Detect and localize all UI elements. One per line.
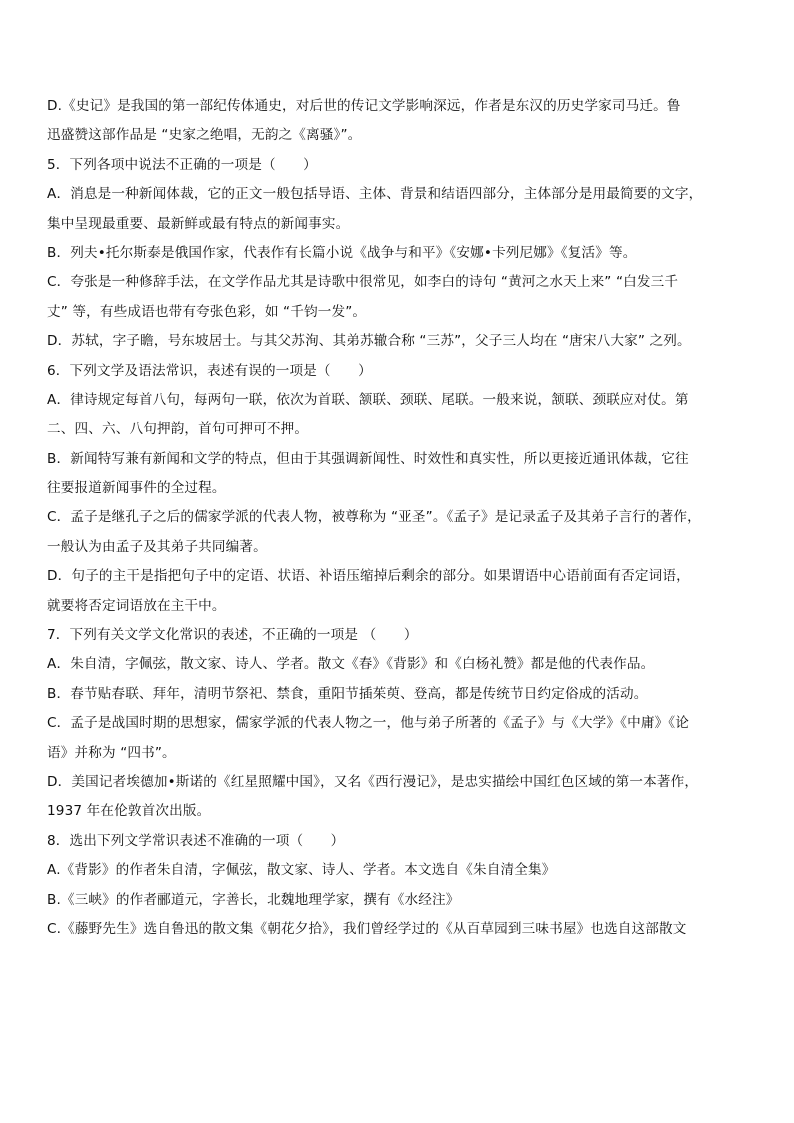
document-body xyxy=(47,92,752,944)
question-5-option-a: A．消息是一种新闻体裁，它的正文一般包括导语、主体、背景和结语四部分，主体部分是用最简要的文字， xyxy=(47,186,703,203)
text-line: 迅盛赞这部作品是 “史家之绝唱，无韵之《离骚》”。 xyxy=(47,127,362,144)
question-8-option-b: B.《三峡》的作者郦道元，字善长，北魏地理学家，撰有《水经注》 xyxy=(47,891,460,908)
question-6-option-d: D．句子的主干是指把句子中的定语、状语、补语压缩掉后剩余的部分。如果谓语中心语前面有否定词语， xyxy=(47,568,690,585)
question-7-option-d: D．美国记者埃德加•斯诺的《红星照耀中国》，又名《西行漫记》，是忠实描绘中国红色区域的第一本著作， xyxy=(47,773,699,790)
question-6-option-b: B．新闻特写兼有新闻和文学的特点，但由于其强调新闻性、时效性和真实性，所以更接近通讯体裁，它往 xyxy=(47,450,689,467)
question-6-option-c: C．孟子是继孔子之后的儒家学派的代表人物，被尊称为 “亚圣”。《孟子》是记录孟子及其弟子言行的著作， xyxy=(47,509,701,526)
text-line: 就要将否定词语放在主干中。 xyxy=(47,597,226,614)
question-6-option-a: A．律诗规定每首八句，每两句一联，依次为首联、颔联、颈联、尾联。一般来说，颔联、颈联应对仗。第 xyxy=(47,391,689,408)
question-8-option-a: A.《背影》的作者朱自清，字佩弦，散文家、诗人、学者。本文选自《朱自清全集》 xyxy=(47,862,556,879)
text-line: 1937 年在伦敦首次出版。 xyxy=(47,803,211,820)
text-line: 集中呈现最重要、最新鲜或最有特点的新闻事实。 xyxy=(47,215,350,232)
question-8-option-c: C.《藤野先生》选自鲁迅的散文集《朝花夕拾》，我们曾经学过的《从百草园到三味书屋》也选自这部散文 xyxy=(47,920,687,937)
text-line: 一般认为由孟子及其弟子共同编著。 xyxy=(47,538,267,555)
question-6-stem: 6．下列文学及语法常识，表述有误的一项是（ ） xyxy=(47,362,372,379)
text-line: 二、四、六、八句押韵，首句可押可不押。 xyxy=(47,421,309,438)
question-7-option-b: B．春节贴春联、拜年，清明节祭祀、禁食，重阳节插茱萸、登高，都是传统节日约定俗成的活动。 xyxy=(47,685,648,702)
question-5-option-b: B．列夫•托尔斯泰是俄国作家，代表作有长篇小说《战争与和平》《安娜•卡列尼娜》《复活》等。 xyxy=(47,244,637,261)
question-5-option-d: D．苏轼，字子瞻，号东坡居士。与其父苏洵、其弟苏辙合称 “三苏”，父子三人均在 “唐宋八大家” 之列。 xyxy=(47,333,691,350)
text-line: 丈” 等，有些成语也带有夸张色彩，如 “千钧一发”。 xyxy=(47,303,367,320)
question-7-option-a: A．朱自清，字佩弦，散文家、诗人、学者。散文《春》《背影》和《白杨礼赞》都是他的代表作品。 xyxy=(47,656,655,673)
question-8-stem: 8．选出下列文学常识表述不准确的一项（ ） xyxy=(47,832,345,849)
text-line: 往要报道新闻事件的全过程。 xyxy=(47,480,226,497)
question-5-stem: 5．下列各项中说法不正确的一项是（ ） xyxy=(47,156,317,173)
text-line: 语》并称为 “四书”。 xyxy=(47,744,176,761)
question-7-option-c: C．孟子是战国时期的思想家，儒家学派的代表人物之一，他与弟子所著的《孟子》与《大学》《中庸》《论 xyxy=(47,715,689,732)
question-5-option-c: C．夸张是一种修辞手法，在文学作品尤其是诗歌中很常见，如李白的诗句 “黄河之水天上来” “白发三千 xyxy=(47,274,679,291)
text-line-option-d-shiji: D.《史记》是我国的第一部纪传体通史，对后世的传记文学影响深远，作者是东汉的历史学家司马迁。鲁 xyxy=(47,98,681,114)
question-7-stem: 7．下列有关文学文化常识的表述，不正确的一项是 （ ） xyxy=(47,627,418,644)
